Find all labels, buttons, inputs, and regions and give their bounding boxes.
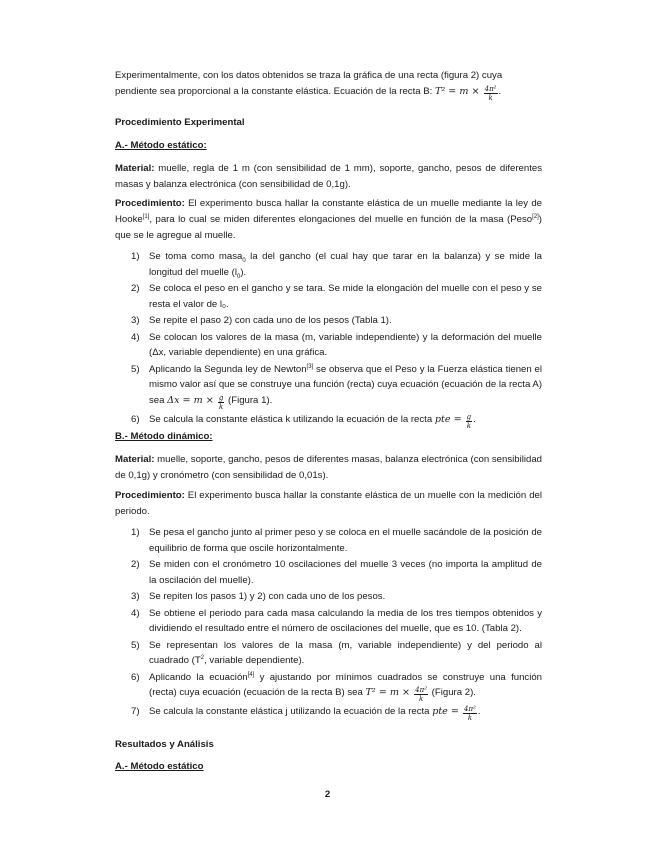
list-item: 4) Se colocan los valores de la masa (m, variable independiente) y la deformación del muelle (Δx, variable dependiente) en una gráfica. [131,331,542,358]
list-item: 5) Se representan los valores de la masa (m, variable independiente) y del periodo al cuadrado ($T^2$, variable dependiente). [131,639,542,666]
dynamic-steps-list [131,525,542,723]
list-item: 2) Se coloca el peso en el gancho y se tara. Se mide la elongación del muelle con el peso y se resta el valor de l₀. [131,283,542,310]
section-title: Procedimiento Experimental [115,117,245,128]
list-item: 6) Aplicando la ecuación[4] y ajustando por mínimos cuadrados se construye una función (recta) cuya ecuación (ecuación de la recta B) sea T² = m × $\frac{\text{4π²}}{k}$ (Figura 2). [131,671,543,703]
list-item: 3) Se repite el paso 2) con cada uno de los pesos (Tabla 1). [131,315,392,326]
list-item: 4) Se obtiene el periodo para cada masa calculando la media de los tres tiempos obtenidos y dividiendo el resultado entre el número de oscilaciones del muelle, que es 10. (Tabla 2). [131,607,542,634]
fraction: $\frac{\text{4π²}}{k}$ [484,85,497,102]
static-procedure: Procedimiento: El experimento busca hallar la constante elástica de un muelle mediante la ley de Hooke[1], para lo cual se miden diferentes elongaciones del muelle en función de la masa (Peso[2]) que se le agregue al muelle. [115,198,542,241]
intro-line-2: pendiente sea proporcional a la constante elástica. Ecuación de la recta B: [115,86,435,97]
list-item: 5) Aplicando la Segunda ley de Newton[3] se observa que el Peso y la Fuerza elástica tienen el mismo valor así que se construye una función (recta) cuya ecuación (ecuación de la recta A) sea Δx = m × $\frac{g}{k}$ (Figura 1). [131,363,543,411]
dynamic-material: Material: muelle, soporte, gancho, pesos de diferentes masas, balanza electrónica (con sensibilidad de 0,1g) y cronómetro (con sensibilidad de 0,01s). [115,454,542,481]
list-item: 1) Se toma como masa$_0$ la del gancho (el cual hay que tarar en la balanza) y se mide la longitud del muelle $(l_0)$. [131,251,542,280]
page-number: 2 [324,789,331,800]
list-item: 1) Se pesa el gancho junto al primer peso y se coloca en el muelle sacándole de la posición de equilibrio de forma que oscile horizontalmente. [131,527,542,554]
dynamic-heading: B.- Método dinámico: [115,431,213,442]
results-title: Resultados y Análisis [115,739,214,750]
dynamic-procedure: Procedimiento: El experimento busca hallar la constante elástica de un muelle con la medición del periodo. [115,490,542,517]
static-material: Material: muelle, regla de 1 m (con sensibilidad de 1 mm), soporte, gancho, pesos de diferentes masas y balanza electrónica (con sensibilidad de 0,1g). [115,163,542,190]
results-subheading: A.- Método estático [115,761,204,772]
equation-b: T² = m × [435,86,483,97]
static-heading: A.- Método estático: [115,140,207,151]
intro-paragraph: Experimentalmente, con los datos obtenidos se traza la gráfica de una recta (figura 2) cuya pendiente sea proporcional a la constante elástica. Ecuación de la recta B: T² = m × $\frac{\text{4π²}}{k}$ . [115,70,503,102]
intro-line-1: Experimentalmente, con los datos obtenidos se traza la gráfica de una recta (figura 2) cuya [115,70,503,81]
list-item: 7) Se calcula la constante elástica j utilizando la ecuación de la recta pte = $\frac{\text{4π²}}{k}$ . [131,705,481,722]
list-item: 2) Se miden con el cronómetro 10 oscilaciones del muelle 3 veces (no importa la amplitud de la oscilación del muelle). [131,559,542,586]
list-item: 6) Se calcula la constante elástica k utilizando la ecuación de la recta pte = $\frac{g}{k}$ . [131,412,476,430]
static-steps-list [131,249,542,431]
list-item: 3) Se repiten los pasos 1) y 2) con cada uno de los pesos. [131,591,386,602]
